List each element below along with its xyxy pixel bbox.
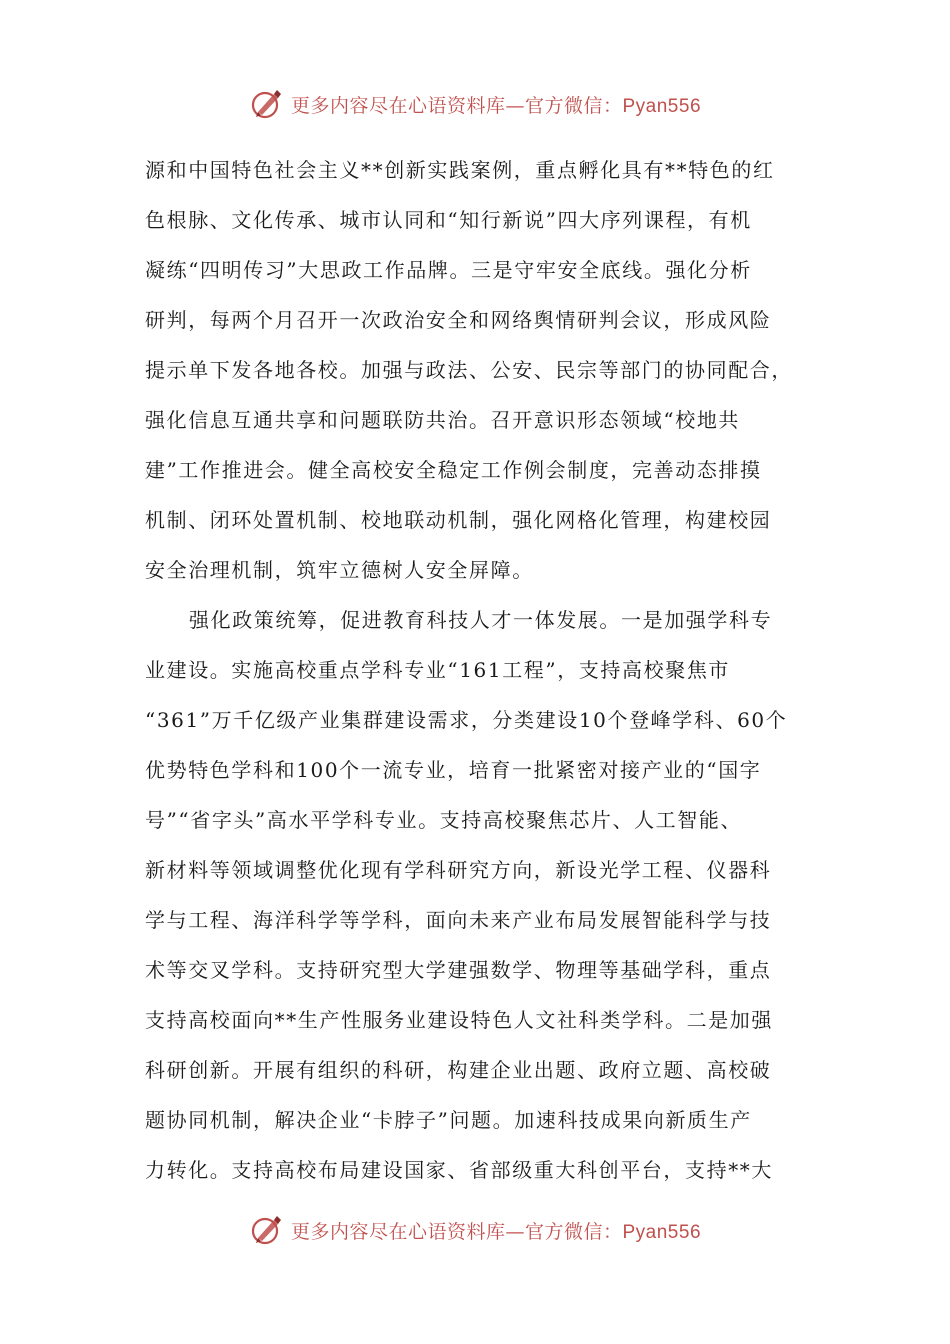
body-line: 新材料等领域调整优化现有学科研究方向，新设光学工程、仪器科 (145, 858, 772, 882)
body-line: 色根脉、文化传承、城市认同和“知行新说”四大序列课程，有机 (145, 208, 752, 232)
body-line: 题协同机制，解决企业“卡脖子”问题。加速科技成果向新质生产 (145, 1108, 752, 1132)
body-line: 力转化。支持高校布局建设国家、省部级重大科创平台，支持**大 (145, 1158, 773, 1182)
watermark-label: 更多内容尽在心语资料库—官方微信： (290, 94, 623, 117)
body-line: “361”万千亿级产业集群建设需求，分类建设10个登峰学科、60个 (145, 708, 788, 732)
body-line: 凝练“四明传习”大思政工作品牌。三是守牢安全底线。强化分析 (145, 258, 752, 282)
body-line: 支持高校面向**生产性服务业建设特色人文社科类学科。二是加强 (145, 1008, 773, 1032)
body-line: 号”“省字头”高水平学科专业。支持高校聚焦芯片、人工智能、 (145, 808, 743, 832)
body-line: 建”工作推进会。健全高校安全稳定工作例会制度，完善动态排摸 (145, 458, 762, 482)
body-line: 科研创新。开展有组织的科研，构建企业出题、政府立题、高校破 (145, 1058, 772, 1082)
wechat-id: Pyan556 (622, 1221, 702, 1243)
body-line: 术等交叉学科。支持研究型大学建强数学、物理等基础学科，重点 (145, 958, 772, 982)
pen-logo-icon (249, 86, 285, 122)
document-body (145, 145, 810, 1195)
watermark-text (291, 1217, 701, 1244)
paragraph-start-line: 强化政策统筹，促进教育科技人才一体发展。一是加强学科专 (189, 608, 773, 632)
body-line: 学与工程、海洋科学等学科，面向未来产业布局发展智能科学与技 (145, 908, 772, 932)
body-line: 源和中国特色社会主义**创新实践案例，重点孵化具有**特色的红 (145, 158, 775, 182)
body-line: 安全治理机制，筑牢立德树人安全屏障。 (145, 558, 534, 582)
body-line: 强化信息互通共享和问题联防共治。召开意识形态领域“校地共 (145, 408, 741, 432)
body-line: 业建设。实施高校重点学科专业“161工程”，支持高校聚焦市 (145, 658, 731, 682)
body-line: 优势特色学科和100个一流专业，培育一批紧密对接产业的“国字 (145, 758, 762, 782)
watermark-text (291, 91, 701, 118)
pen-logo-icon (249, 1212, 285, 1248)
wechat-id: Pyan556 (622, 95, 702, 117)
watermark-label: 更多内容尽在心语资料库—官方微信： (290, 1220, 623, 1243)
body-line: 机制、闭环处置机制、校地联动机制，强化网格化管理，构建校园 (145, 508, 772, 532)
body-line: 研判，每两个月召开一次政治安全和网络舆情研判会议，形成风险 (145, 308, 772, 332)
footer-watermark-banner (0, 1210, 950, 1250)
body-line: 提示单下发各地各校。加强与政法、公安、民宗等部门的协同配合， (145, 358, 793, 382)
header-watermark-banner (0, 84, 950, 124)
